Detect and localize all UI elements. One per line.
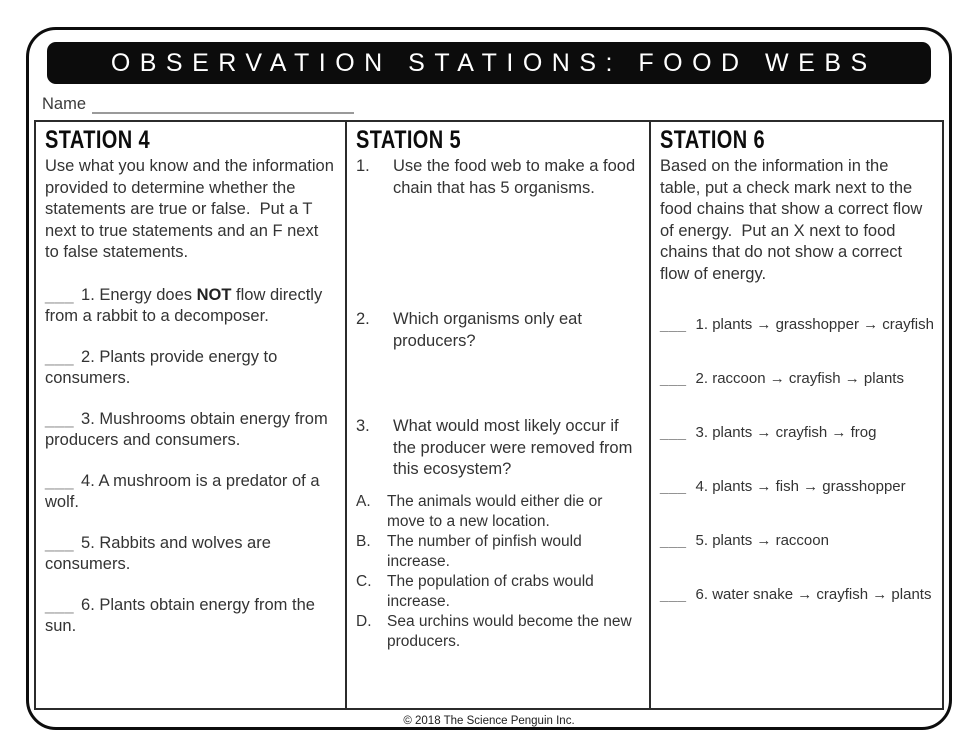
station-4-statement-6 (45, 595, 336, 638)
station-6-food-chain-1 (660, 315, 933, 335)
statement-text: 2. Plants provide energy to consumers. (45, 347, 278, 388)
statement-text: 3. Mushrooms obtain energy from producers and consumers. (45, 409, 328, 450)
station-5-question-2 (356, 309, 640, 352)
choice-text: Sea urchins would become the new producers. (387, 612, 632, 650)
answer-blank: ___ (660, 478, 687, 496)
station-5-column (345, 122, 649, 708)
choice-text: The animals would either die or move to a new location. (387, 492, 603, 530)
question-text: What would most likely occur if the producer were removed from this ecosystem? (393, 417, 633, 479)
station-4-instructions: Use what you know and the information provided to determine whether the statements are true or false. Put a T next to true statements and an F next to false statements. (45, 157, 339, 262)
answer-blank: ___ (45, 595, 75, 614)
station-4-statement-4 (45, 471, 336, 514)
station-5-question-1 (356, 156, 640, 199)
station-4-statement-5 (45, 533, 336, 576)
name-row (42, 92, 354, 114)
station-6-header: STATION 6 (660, 126, 766, 154)
station-4-statement-1 (45, 285, 336, 328)
station-6-food-chain-4 (660, 477, 933, 497)
answer-blank: ___ (45, 347, 75, 366)
question-number: 3. (356, 417, 370, 436)
station-6-food-chain-6 (660, 585, 933, 605)
answer-blank: ___ (660, 370, 687, 388)
question-text: Which organisms only eat producers? (393, 310, 582, 350)
answer-blank: ___ (660, 424, 687, 442)
statement-text: 4. A mushroom is a predator of a wolf. (45, 471, 320, 512)
answer-blank: ___ (45, 285, 75, 304)
station-4-statement-2 (45, 347, 336, 390)
statement-bold-text: NOT (196, 285, 232, 304)
answer-blank: ___ (45, 471, 75, 490)
answer-blank: ___ (660, 316, 687, 334)
copyright-footer (29, 712, 949, 730)
food-chain-text: 5. plants → raccoon (695, 532, 829, 550)
worksheet-sheet (26, 27, 952, 730)
food-chain-text: 2. raccoon → crayfish → plants (695, 370, 904, 388)
title-banner (47, 42, 931, 84)
choice-letter: D. (356, 612, 372, 630)
station-5-question-3 (356, 416, 640, 481)
question-number: 1. (356, 157, 370, 176)
choice-text: The number of pinfish would increase. (387, 532, 582, 570)
answer-blank: ___ (660, 586, 687, 604)
statement-text: 6. Plants obtain energy from the sun. (45, 595, 315, 636)
station-5-choice-b (356, 532, 640, 572)
copyright-text: © 2018 The Science Penguin Inc. (403, 715, 575, 727)
station-4-column (36, 122, 345, 708)
food-chain-text: 1. plants → grasshopper → crayfish (695, 316, 934, 334)
choice-letter: B. (356, 532, 371, 550)
station-5-choice-d (356, 612, 640, 652)
station-4-statement-3 (45, 409, 336, 452)
answer-blank: ___ (660, 532, 687, 550)
station-6-food-chain-5 (660, 531, 933, 551)
answer-blank: ___ (45, 533, 75, 552)
station-5-choice-a (356, 492, 640, 532)
station-5-header: STATION 5 (356, 126, 462, 154)
answer-blank: ___ (45, 409, 75, 428)
station-4-header: STATION 4 (45, 126, 151, 154)
name-label: Name (42, 95, 87, 113)
station-6-food-chain-3 (660, 423, 933, 443)
question-number: 2. (356, 310, 370, 329)
statement-text: 5. Rabbits and wolves are consumers. (45, 533, 271, 574)
name-blank-line (92, 96, 354, 114)
station-6-food-chain-2 (660, 369, 933, 389)
choice-text: The population of crabs would increase. (387, 572, 594, 610)
choice-letter: A. (356, 492, 371, 510)
stations-table (34, 120, 944, 710)
choice-letter: C. (356, 572, 372, 590)
station-5-choice-c (356, 572, 640, 612)
food-chain-text: 4. plants → fish → grasshopper (695, 478, 906, 496)
page-title: OBSERVATION STATIONS: FOOD WEBS (110, 48, 877, 77)
station-6-instructions: Based on the information in the table, put a check mark next to the food chains that show a correct flow of energy. Put an X next to food chains that do not show a correct flow of energy. (660, 157, 927, 283)
station-6-column (649, 122, 942, 708)
statement-text: 1. Energy does (81, 285, 197, 304)
question-text: Use the food web to make a food chain that has 5 organisms. (393, 157, 636, 197)
food-chain-text: 3. plants → crayfish → frog (695, 424, 877, 442)
food-chain-text: 6. water snake → crayfish → plants (695, 586, 932, 604)
statement-text: flow directly from a rabbit to a decomposer. (45, 285, 323, 326)
